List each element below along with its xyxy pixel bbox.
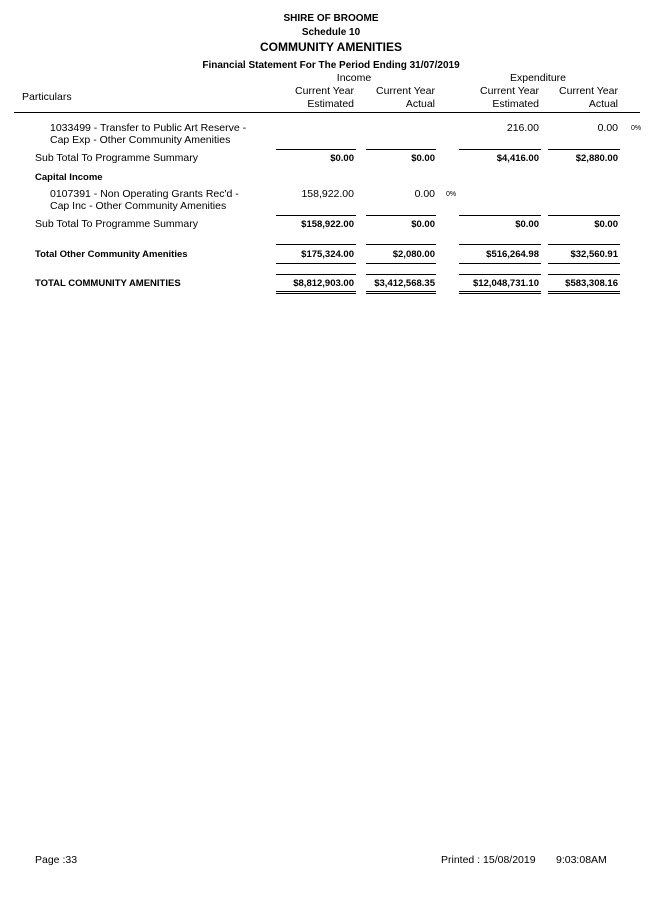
org-name: SHIRE OF BROOME bbox=[283, 13, 379, 24]
row1-exp-est: 216.00 bbox=[506, 122, 539, 134]
income-est-header-2: Estimated bbox=[307, 98, 354, 110]
printed-time: 9:03:08AM bbox=[556, 854, 607, 866]
sub2-inc-act: $0.00 bbox=[411, 219, 435, 230]
grand-total-inc-act: $3,412,568.35 bbox=[374, 278, 435, 289]
total-dline2-inc-act bbox=[366, 293, 436, 294]
sub2-line-inc-act bbox=[366, 215, 436, 216]
total-other-label: Total Other Community Amenities bbox=[35, 249, 188, 260]
sub1-line-exp-act bbox=[548, 149, 620, 150]
total-line-inc-act bbox=[366, 274, 436, 275]
tot-other-uline-exp-est bbox=[459, 263, 541, 264]
grand-total-exp-act: $583,308.16 bbox=[565, 278, 618, 289]
expenditure-header: Expenditure bbox=[509, 72, 567, 84]
sub2-exp-act: $0.00 bbox=[594, 219, 618, 230]
income-act-header-1: Current Year bbox=[376, 85, 435, 97]
sub2-line-exp-act bbox=[548, 215, 620, 216]
printed-date: Printed : 15/08/2019 bbox=[441, 854, 536, 866]
tot-other-uline-inc-act bbox=[366, 263, 436, 264]
row1-desc-line2: Cap Exp - Other Community Amenities bbox=[50, 134, 231, 146]
row1-desc-line1: 1033499 - Transfer to Public Art Reserve - bbox=[50, 122, 247, 134]
sub1-exp-act: $2,880.00 bbox=[575, 153, 618, 164]
exp-est-header-1: Current Year bbox=[480, 85, 539, 97]
row1-exp-act: 0.00 bbox=[597, 122, 618, 134]
total-dline2-inc-est bbox=[276, 293, 356, 294]
tot-other-line-inc-act bbox=[366, 244, 436, 245]
total-dline1-inc-est bbox=[276, 291, 356, 292]
tot-other-line-exp-act bbox=[548, 244, 620, 245]
tot-other-uline-exp-act bbox=[548, 263, 620, 264]
tot-other-line-exp-est bbox=[459, 244, 541, 245]
grand-total-exp-est: $12,048,731.10 bbox=[472, 278, 539, 289]
sub1-line-inc-act bbox=[366, 149, 436, 150]
grand-total-label: TOTAL COMMUNITY AMENITIES bbox=[35, 278, 181, 289]
row2-desc-line1: 0107391 - Non Operating Grants Rec'd - bbox=[50, 188, 239, 200]
sub1-inc-est: $0.00 bbox=[330, 153, 354, 164]
tot-other-uline-inc-est bbox=[276, 263, 356, 264]
total-dline1-exp-est bbox=[459, 291, 541, 292]
exp-act-header-1: Current Year bbox=[559, 85, 618, 97]
row2-inc-act: 0.00 bbox=[414, 188, 435, 200]
total-dline1-exp-act bbox=[548, 291, 620, 292]
income-header: Income bbox=[336, 72, 372, 84]
particulars-header: Particulars bbox=[22, 91, 72, 103]
sub2-line-inc-est bbox=[276, 215, 356, 216]
sub1-line-inc-est bbox=[276, 149, 356, 150]
income-est-header-1: Current Year bbox=[295, 85, 354, 97]
sub1-line-exp-est bbox=[459, 149, 541, 150]
row1-pct: 0% bbox=[631, 125, 642, 132]
exp-act-header-2: Actual bbox=[588, 98, 618, 110]
row2-desc-line2: Cap Inc - Other Community Amenities bbox=[50, 200, 227, 212]
total-line-inc-est bbox=[276, 274, 356, 275]
total-dline2-exp-act bbox=[548, 293, 620, 294]
sub1-exp-est: $4,416.00 bbox=[496, 153, 539, 164]
exp-est-header-2: Estimated bbox=[492, 98, 539, 110]
grand-total-inc-est: $8,812,903.00 bbox=[293, 278, 354, 289]
sub2-inc-est: $158,922.00 bbox=[301, 219, 354, 230]
total-other-inc-act: $2,080.00 bbox=[392, 249, 435, 260]
tot-other-line-inc-est bbox=[276, 244, 356, 245]
page-title: COMMUNITY AMENITIES bbox=[259, 40, 403, 54]
sub1-inc-act: $0.00 bbox=[411, 153, 435, 164]
row2-pct: 0% bbox=[446, 191, 457, 198]
sub2-exp-est: $0.00 bbox=[515, 219, 539, 230]
header-divider bbox=[14, 112, 640, 113]
row2-inc-est: 158,922.00 bbox=[301, 188, 354, 200]
total-other-exp-est: $516,264.98 bbox=[486, 249, 539, 260]
total-line-exp-act bbox=[548, 274, 620, 275]
total-dline1-inc-act bbox=[366, 291, 436, 292]
total-other-exp-act: $32,560.91 bbox=[570, 249, 618, 260]
sub2-line-exp-est bbox=[459, 215, 541, 216]
schedule-label: Schedule 10 bbox=[301, 27, 361, 38]
capital-income-heading: Capital Income bbox=[35, 172, 103, 183]
sub2-label: Sub Total To Programme Summary bbox=[35, 218, 199, 230]
sub1-label: Sub Total To Programme Summary bbox=[35, 152, 199, 164]
total-other-inc-est: $175,324.00 bbox=[301, 249, 354, 260]
total-line-exp-est bbox=[459, 274, 541, 275]
total-dline2-exp-est bbox=[459, 293, 541, 294]
period-label: Financial Statement For The Period Ending 31/07/2019 bbox=[202, 60, 460, 71]
page-number: Page :33 bbox=[35, 854, 78, 866]
income-act-header-2: Actual bbox=[405, 98, 435, 110]
